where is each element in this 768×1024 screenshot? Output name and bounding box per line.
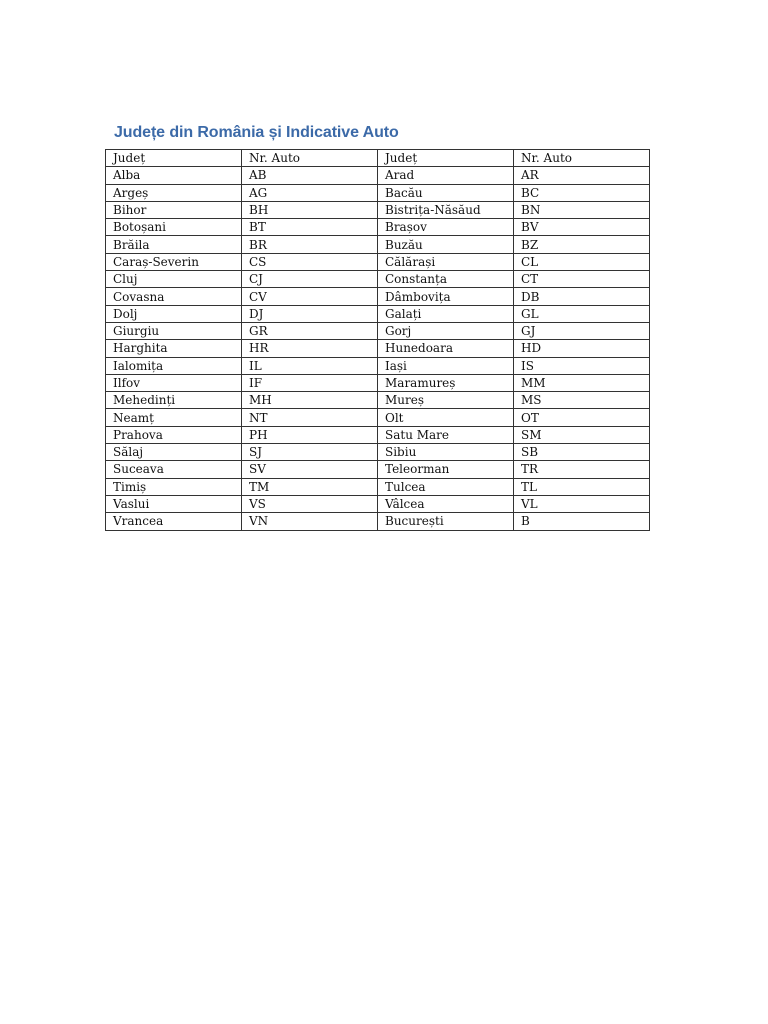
table-row: [106, 322, 650, 339]
county-name-cell: Arad: [378, 167, 514, 184]
plate-code-cell: GR: [242, 322, 378, 339]
plate-code-cell: BN: [514, 201, 650, 218]
county-name-cell: Hunedoara: [378, 340, 514, 357]
table-row: [106, 167, 650, 184]
plate-code-cell: AR: [514, 167, 650, 184]
header-cell-county: Județ: [106, 150, 242, 167]
table-row: [106, 340, 650, 357]
county-name-cell: Satu Mare: [378, 426, 514, 443]
table-row: [106, 495, 650, 512]
county-name-cell: Constanța: [378, 271, 514, 288]
county-name-cell: Ialomița: [106, 357, 242, 374]
plate-code-cell: IS: [514, 357, 650, 374]
county-name-cell: Bihor: [106, 201, 242, 218]
plate-code-cell: SV: [242, 461, 378, 478]
header-cell-county: Județ: [378, 150, 514, 167]
plate-code-cell: IL: [242, 357, 378, 374]
plate-code-cell: GJ: [514, 322, 650, 339]
plate-code-cell: BH: [242, 201, 378, 218]
plate-code-cell: AG: [242, 184, 378, 201]
table-row: [106, 184, 650, 201]
plate-code-cell: HD: [514, 340, 650, 357]
county-name-cell: Botoșani: [106, 219, 242, 236]
county-name-cell: Brașov: [378, 219, 514, 236]
table-row: [106, 271, 650, 288]
county-name-cell: Maramureș: [378, 374, 514, 391]
county-name-cell: Timiș: [106, 478, 242, 495]
county-name-cell: Buzău: [378, 236, 514, 253]
plate-code-cell: CS: [242, 253, 378, 270]
table-row: [106, 253, 650, 270]
county-name-cell: Vrancea: [106, 513, 242, 530]
county-name-cell: Giurgiu: [106, 322, 242, 339]
plate-code-cell: MH: [242, 392, 378, 409]
county-name-cell: Mehedinți: [106, 392, 242, 409]
plate-code-cell: CL: [514, 253, 650, 270]
plate-code-cell: GL: [514, 305, 650, 322]
plate-code-cell: BR: [242, 236, 378, 253]
county-name-cell: Galați: [378, 305, 514, 322]
plate-code-cell: TM: [242, 478, 378, 495]
county-name-cell: Argeș: [106, 184, 242, 201]
county-name-cell: Prahova: [106, 426, 242, 443]
county-name-cell: Vâlcea: [378, 495, 514, 512]
county-name-cell: Covasna: [106, 288, 242, 305]
plate-code-cell: MM: [514, 374, 650, 391]
plate-code-cell: MS: [514, 392, 650, 409]
table-row: [106, 461, 650, 478]
plate-code-cell: CV: [242, 288, 378, 305]
table-row: [106, 513, 650, 530]
county-name-cell: Cluj: [106, 271, 242, 288]
header-cell-plate-code: Nr. Auto: [242, 150, 378, 167]
county-name-cell: Tulcea: [378, 478, 514, 495]
county-name-cell: Alba: [106, 167, 242, 184]
county-name-cell: Gorj: [378, 322, 514, 339]
table-row: [106, 374, 650, 391]
plate-code-cell: VL: [514, 495, 650, 512]
county-name-cell: Bistrița-Năsăud: [378, 201, 514, 218]
county-name-cell: Sălaj: [106, 444, 242, 461]
plate-code-cell: CJ: [242, 271, 378, 288]
plate-code-cell: SM: [514, 426, 650, 443]
plate-code-cell: BT: [242, 219, 378, 236]
county-name-cell: Sibiu: [378, 444, 514, 461]
table-row: [106, 357, 650, 374]
table-row: [106, 478, 650, 495]
plate-code-cell: SJ: [242, 444, 378, 461]
county-name-cell: Brăila: [106, 236, 242, 253]
table-row: [106, 201, 650, 218]
table-row: [106, 288, 650, 305]
page-title: Județe din România și Indicative Auto: [114, 124, 399, 141]
county-name-cell: Teleorman: [378, 461, 514, 478]
plate-code-cell: BC: [514, 184, 650, 201]
county-name-cell: Olt: [378, 409, 514, 426]
plate-code-cell: SB: [514, 444, 650, 461]
plate-code-cell: VN: [242, 513, 378, 530]
plate-code-cell: TR: [514, 461, 650, 478]
county-name-cell: Iași: [378, 357, 514, 374]
plate-code-cell: BV: [514, 219, 650, 236]
plate-code-cell: VS: [242, 495, 378, 512]
plate-code-cell: PH: [242, 426, 378, 443]
county-name-cell: Neamț: [106, 409, 242, 426]
county-name-cell: Mureș: [378, 392, 514, 409]
county-name-cell: Caraș-Severin: [106, 253, 242, 270]
table-row: [106, 236, 650, 253]
counties-table: [105, 149, 650, 531]
plate-code-cell: B: [514, 513, 650, 530]
plate-code-cell: CT: [514, 271, 650, 288]
county-name-cell: Vaslui: [106, 495, 242, 512]
plate-code-cell: BZ: [514, 236, 650, 253]
county-name-cell: Ilfov: [106, 374, 242, 391]
county-name-cell: Dâmbovița: [378, 288, 514, 305]
table-row: [106, 426, 650, 443]
county-name-cell: Suceava: [106, 461, 242, 478]
plate-code-cell: DB: [514, 288, 650, 305]
plate-code-cell: OT: [514, 409, 650, 426]
plate-code-cell: HR: [242, 340, 378, 357]
plate-code-cell: TL: [514, 478, 650, 495]
county-name-cell: Bacău: [378, 184, 514, 201]
plate-code-cell: DJ: [242, 305, 378, 322]
plate-code-cell: NT: [242, 409, 378, 426]
county-name-cell: Călărași: [378, 253, 514, 270]
county-name-cell: Harghita: [106, 340, 242, 357]
table-row: [106, 409, 650, 426]
table-row: [106, 219, 650, 236]
table-header-row: [106, 150, 650, 167]
table-row: [106, 305, 650, 322]
county-name-cell: Dolj: [106, 305, 242, 322]
plate-code-cell: IF: [242, 374, 378, 391]
table-body: [106, 150, 650, 531]
table-row: [106, 444, 650, 461]
plate-code-cell: AB: [242, 167, 378, 184]
county-name-cell: București: [378, 513, 514, 530]
header-cell-plate-code: Nr. Auto: [514, 150, 650, 167]
table-row: [106, 392, 650, 409]
